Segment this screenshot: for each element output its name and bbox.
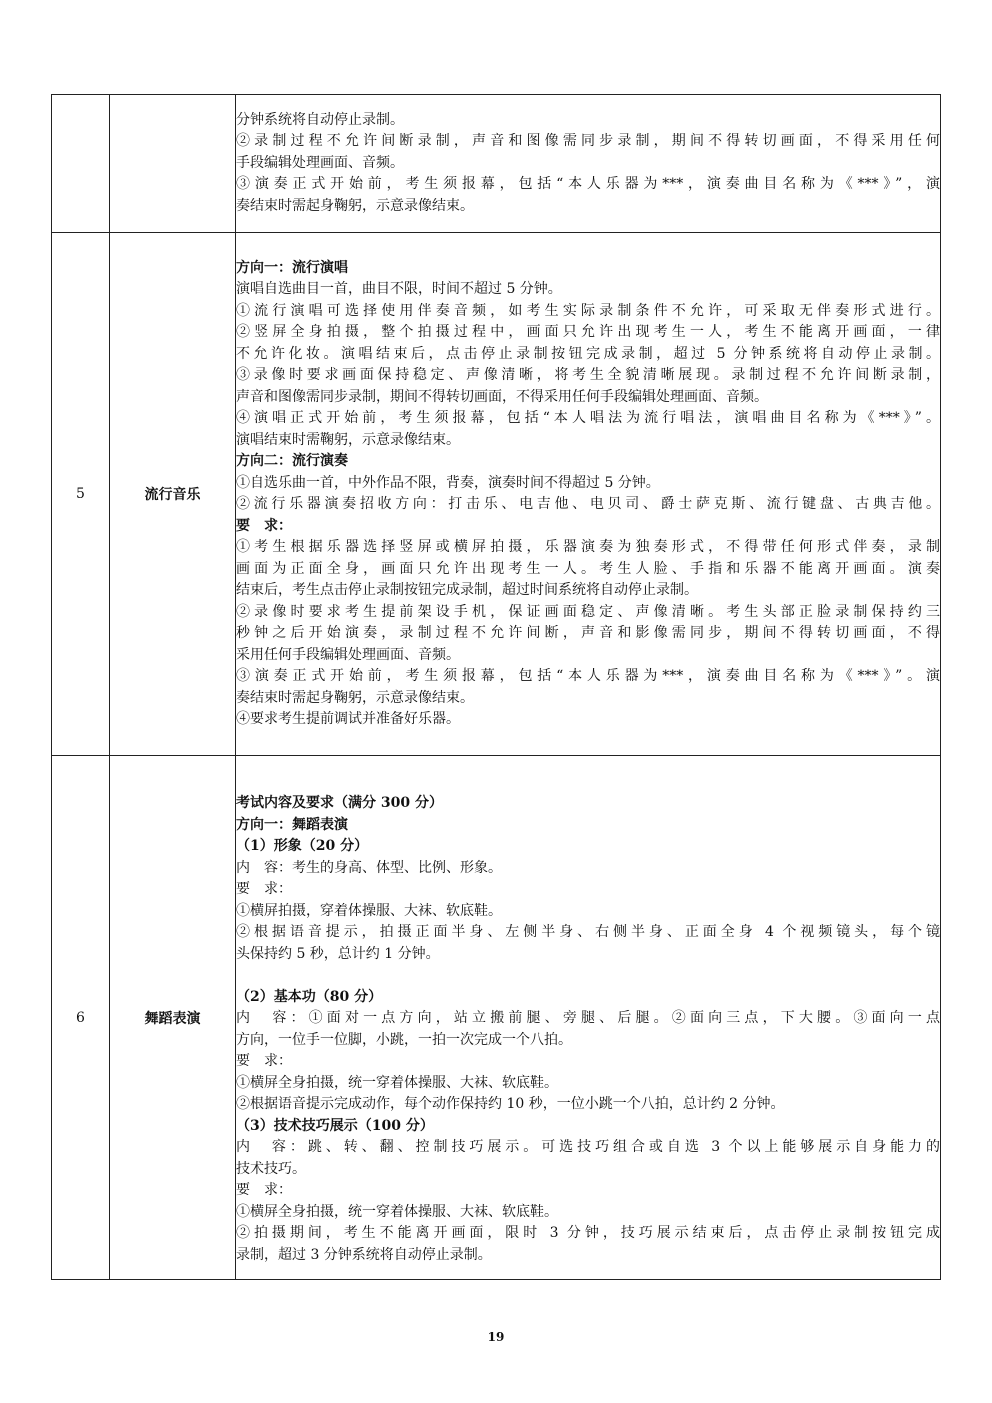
content-line: ②流行乐器演奏招收方向：打击乐、电吉他、电贝司、爵士萨克斯、流行键盘、古典吉他。 bbox=[236, 496, 940, 512]
content-line: ②录制过程不允许间断录制，声音和图像需同步录制，期间不得转切画面，不得采用任何 bbox=[236, 133, 940, 150]
row-number bbox=[52, 95, 110, 233]
content-line: 演唱结束时需鞠躬，示意录像结束。 bbox=[236, 431, 460, 448]
content-line: 不允许化妆。演唱结束后，点击停止录制按钮完成录制，超过 5 分钟系统将自动停止录制。 bbox=[236, 345, 940, 362]
section-heading: 方向一：流行演唱 bbox=[236, 259, 348, 276]
content-line: 录制，超过 3 分钟系统将自动停止录制。 bbox=[236, 1246, 492, 1263]
content-line: ②拍摄期间，考生不能离开画面，限时 3 分钟，技巧展示结束后，点击停止录制按钮完成 bbox=[236, 1225, 940, 1241]
row-content bbox=[236, 233, 941, 756]
table-row bbox=[52, 756, 941, 1280]
row-content bbox=[236, 95, 941, 233]
blank-line bbox=[236, 965, 940, 987]
row-number: 5 bbox=[52, 233, 110, 756]
content-line: ②竖屏全身拍摄，整个拍摄过程中，画面只允许出现考生一人，考生不能离开画面，一律 bbox=[236, 324, 940, 340]
content-line: 采用任何手段编辑处理画面、音频。 bbox=[236, 646, 460, 663]
content-line: 画面为正面全身，画面只允许出现考生一人。考生人脸、手指和乐器不能离开画面。演奏 bbox=[236, 560, 940, 577]
section-heading: （2）基本功（80 分） bbox=[236, 988, 383, 1005]
content-line: 奏结束时需起身鞠躬，示意录像结束。 bbox=[236, 197, 474, 214]
content-line: 奏结束时需起身鞠躬，示意录像结束。 bbox=[236, 689, 474, 706]
content-line: ①横屏拍摄，穿着体操服、大袜、软底鞋。 bbox=[236, 902, 502, 919]
section-heading: 方向一：舞蹈表演 bbox=[236, 816, 348, 833]
content-line: 内 容：考生的身高、体型、比例、形象。 bbox=[236, 859, 502, 876]
content-line: 头保持约 5 秒，总计约 1 分钟。 bbox=[236, 945, 440, 962]
table-row bbox=[52, 233, 941, 756]
row-content bbox=[236, 756, 941, 1280]
content-line: ②根据语音提示完成动作，每个动作保持约 10 秒，一位小跳一个八拍，总计约 2 分钟。 bbox=[236, 1096, 785, 1112]
row-category: 流行音乐 bbox=[110, 233, 236, 756]
content-line: ②根据语音提示，拍摄正面半身、左侧半身、右侧半身、正面全身 4 个视频镜头，每个镜 bbox=[236, 924, 940, 940]
content-line: 声音和图像需同步录制，期间不得转切画面，不得采用任何手段编辑处理画面、音频。 bbox=[236, 388, 768, 405]
exam-requirements-table bbox=[51, 94, 941, 1280]
content-line: ①横屏全身拍摄，统一穿着体操服、大袜、软底鞋。 bbox=[236, 1203, 558, 1220]
content-line: 演唱自选曲目一首，曲目不限，时间不超过 5 分钟。 bbox=[236, 281, 562, 297]
row-category: 舞蹈表演 bbox=[110, 756, 236, 1280]
content-line: ①自选乐曲一首，中外作品不限，背奏，演奏时间不得超过 5 分钟。 bbox=[236, 474, 660, 491]
section-heading: 要 求： bbox=[236, 517, 292, 534]
content-line: ③录像时要求画面保持稳定、声像清晰，将考生全貌清晰展现。录制过程不允许间断录制， bbox=[236, 367, 940, 383]
content-line: ③演奏正式开始前，考生须报幕，包括“本人乐器为***，演奏曲目名称为《***》”。演 bbox=[236, 668, 940, 684]
content-line: 方向，一位手一位脚，小跳，一拍一次完成一个八拍。 bbox=[236, 1031, 572, 1048]
page-number: 19 bbox=[487, 1330, 505, 1344]
section-heading: 考试内容及要求（满分 300 分） bbox=[236, 795, 443, 811]
section-heading: （1）形象（20 分） bbox=[236, 838, 369, 854]
content-line: ④演唱正式开始前，考生须报幕，包括“本人唱法为流行唱法，演唱曲目名称为《***》”。 bbox=[236, 410, 940, 426]
row-number: 6 bbox=[52, 756, 110, 1280]
content-line: ②录像时要求考生提前架设手机，保证画面稳定、声像清晰。考生头部正脸录制保持约三 bbox=[236, 603, 940, 620]
content-line: 要 求： bbox=[236, 1053, 292, 1069]
content-line: ③演奏正式开始前，考生须报幕，包括“本人乐器为***，演奏曲目名称为《***》”，演 bbox=[236, 176, 940, 193]
content-line: ④要求考生提前调试并准备好乐器。 bbox=[236, 711, 460, 727]
content-line: ①横屏全身拍摄，统一穿着体操服、大袜、软底鞋。 bbox=[236, 1074, 558, 1091]
content-line: 分钟系统将自动停止录制。 bbox=[236, 111, 404, 128]
row-category bbox=[110, 95, 236, 233]
content-line: ①流行演唱可选择使用伴奏音频，如考生实际录制条件不允许，可采取无伴奏形式进行。 bbox=[236, 302, 940, 319]
content-line: 要 求： bbox=[236, 1182, 292, 1198]
content-line: 内 容：①面对一点方向，站立搬前腿、旁腿、后腿。②面向三点，下大腰。③面向一点 bbox=[236, 1010, 940, 1026]
content-line: 手段编辑处理画面、音频。 bbox=[236, 154, 404, 171]
content-line: ①考生根据乐器选择竖屏或横屏拍摄，乐器演奏为独奏形式，不得带任何形式伴奏，录制 bbox=[236, 539, 940, 555]
table-row bbox=[52, 95, 941, 233]
section-heading: 方向二：流行演奏 bbox=[236, 453, 348, 469]
content-line: 内 容：跳、转、翻、控制技巧展示。可选技巧组合或自选 3 个以上能够展示自身能力的 bbox=[236, 1139, 940, 1155]
content-line: 技术技巧。 bbox=[236, 1160, 306, 1177]
section-heading: （3）技术技巧展示（100 分） bbox=[236, 1117, 434, 1134]
content-line: 要 求： bbox=[236, 881, 292, 897]
content-line: 秒钟之后开始演奏，录制过程不允许间断，声音和影像需同步，期间不得转切画面，不得 bbox=[236, 625, 940, 641]
content-line: 结束后，考生点击停止录制按钮完成录制，超过时间系统将自动停止录制。 bbox=[236, 582, 698, 598]
